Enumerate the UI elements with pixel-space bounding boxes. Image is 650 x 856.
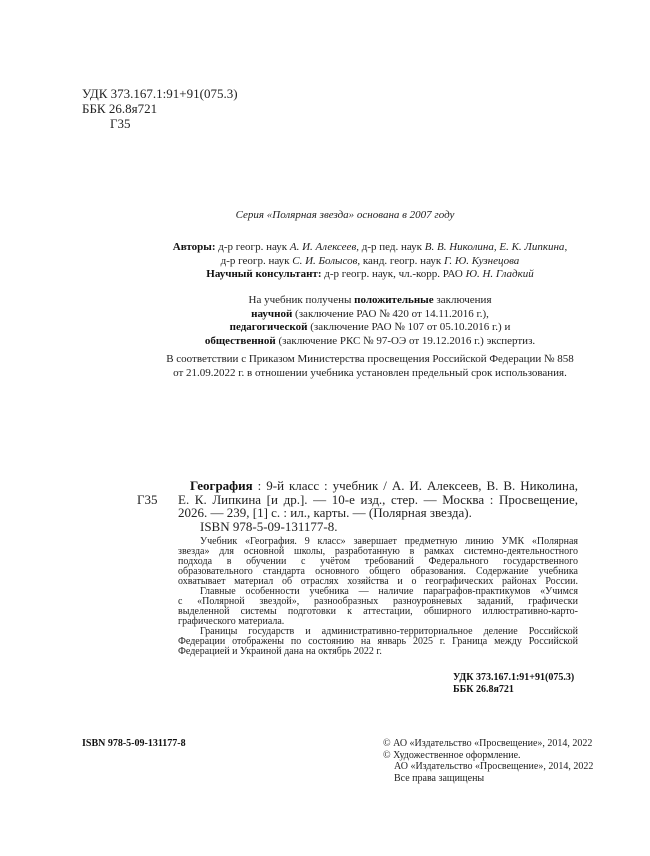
text-segment: Г. Ю. Кузнецова <box>443 254 520 267</box>
text-line <box>130 268 610 282</box>
text-segment: д-р геогр. наук <box>220 254 293 267</box>
text-segment: педагогической <box>229 321 308 333</box>
annotation <box>178 537 578 657</box>
series-note: Серия «Полярная звезда» основана в 2007 году <box>235 209 455 221</box>
bibliographic-record <box>178 479 578 533</box>
text-line <box>130 308 610 322</box>
text-segment: д-р геогр. наук <box>215 241 290 253</box>
order-note <box>110 353 630 380</box>
annotation-line: звезда» для основной школы, разработанную в рамках системно-деятельностного <box>178 546 578 557</box>
text-line <box>130 241 610 255</box>
annotation-line: Главные особенности учебника — наличие параграфов-практикумов «Учимся <box>200 586 578 597</box>
text-segment: Авторы: <box>172 241 216 253</box>
text-segment: д-р геогр. наук, чл.-корр. РАО <box>321 268 466 280</box>
order-line: В соответствии с Приказом Министерства просвещения Российской Федерации № 858 <box>166 353 574 365</box>
text-segment: Научный консультант: <box>206 268 322 280</box>
top-classification <box>82 86 238 131</box>
text-segment: Е. К. Липкина [и др.]. — 10-е изд., стер. — Москва : Просвещение, <box>178 491 578 507</box>
author-mark: Г35 <box>110 116 131 131</box>
text-segment: (заключение РАО № 107 от 05.10.2016 г.) и <box>307 321 511 333</box>
text-segment: География <box>190 478 253 493</box>
text-segment: ISBN 978-5-09-131177-8. <box>200 518 338 534</box>
text-line <box>178 493 578 507</box>
udk-code: УДК 373.167.1:91+91(075.3) <box>453 672 575 683</box>
text-segment: На учебник получены <box>248 294 355 306</box>
annotation-line: с «Полярной звездой», разнообразных разноуровневых заданий, графически <box>178 596 578 607</box>
annotation-line: графического материала. <box>178 616 285 627</box>
text-segment: В. В. Николина, Е. К. Липкина <box>424 241 565 253</box>
text-segment: положительные <box>354 294 434 306</box>
copyright-line: © Художественное оформление. <box>383 749 521 761</box>
udk-code: УДК 373.167.1:91+91(075.3) <box>82 86 238 101</box>
text-segment: : 9-й класс : учебник / А. И. Алексеев, В. В. Николина, <box>252 478 578 493</box>
authors-block <box>130 241 610 282</box>
text-segment: С. И. Болысов <box>292 254 358 267</box>
bottom-classification <box>453 672 574 695</box>
copyright-line: Все права защищены <box>394 772 485 784</box>
text-segment: заключения <box>433 294 492 306</box>
copyright-block <box>383 738 593 784</box>
text-segment: 2026. — 239, [1] с. : ил., карты. — (Полярная звезда). <box>178 505 472 520</box>
text-line <box>178 479 578 493</box>
annotation-line: подхода в обучении с учётом требований Федерального государственного <box>178 556 578 567</box>
biblio-code: Г35 <box>137 492 158 507</box>
text-segment: научной <box>251 307 293 320</box>
annotation-line: Границы государств и административно-территориальное деление Российской <box>200 626 578 637</box>
text-segment: А. И. Алексеев <box>289 241 357 253</box>
text-line <box>130 255 610 269</box>
text-line <box>130 321 610 335</box>
annotation-line: Федерации отображены по состоянию на январь 2025 г. Граница между Российской <box>178 636 578 647</box>
text-line <box>130 335 610 349</box>
text-segment: (заключение РАО № 420 от 14.11.2016 г.), <box>292 307 489 320</box>
text-segment: , <box>564 241 568 253</box>
text-line <box>178 506 578 520</box>
text-segment: общественной <box>204 334 276 347</box>
bbk-code: ББК 26.8я721 <box>82 101 158 116</box>
reviews-block <box>130 294 610 348</box>
annotation-line: выделенной системы подготовки к аттестации, обширного иллюстративно-карто- <box>178 606 578 617</box>
copyright-line: АО «Издательство «Просвещение», 2014, 2022 <box>394 761 594 772</box>
text-segment: , канд. геогр. наук <box>357 254 444 267</box>
text-line <box>178 520 578 534</box>
annotation-line: охватывает материал об отраслях хозяйства и о географических районах России. <box>178 576 578 587</box>
copyright-line: © АО «Издательство «Просвещение», 2014, 2022 <box>383 738 593 749</box>
isbn: ISBN 978-5-09-131177-8 <box>82 738 186 749</box>
annotation-line: образовательного стандарта основного общего образования. Содержание учебника <box>178 566 578 577</box>
text-segment: , д-р пед. наук <box>356 241 425 253</box>
annotation-line: Федерацией и Украиной дана на октябрь 2022 г. <box>178 646 382 657</box>
text-segment: (заключение РКС № 97-ОЭ от 19.12.2016 г.) экспертиз. <box>275 334 536 347</box>
text-line <box>130 294 610 308</box>
order-line: от 21.09.2022 г. в отношении учебника установлен предельный срок использования. <box>173 366 567 379</box>
annotation-line: Учебник «География. 9 класс» завершает предметную линию УМК «Полярная <box>200 536 578 547</box>
bbk-code: ББК 26.8я721 <box>453 683 514 695</box>
text-segment: Ю. Н. Гладкий <box>465 268 534 280</box>
